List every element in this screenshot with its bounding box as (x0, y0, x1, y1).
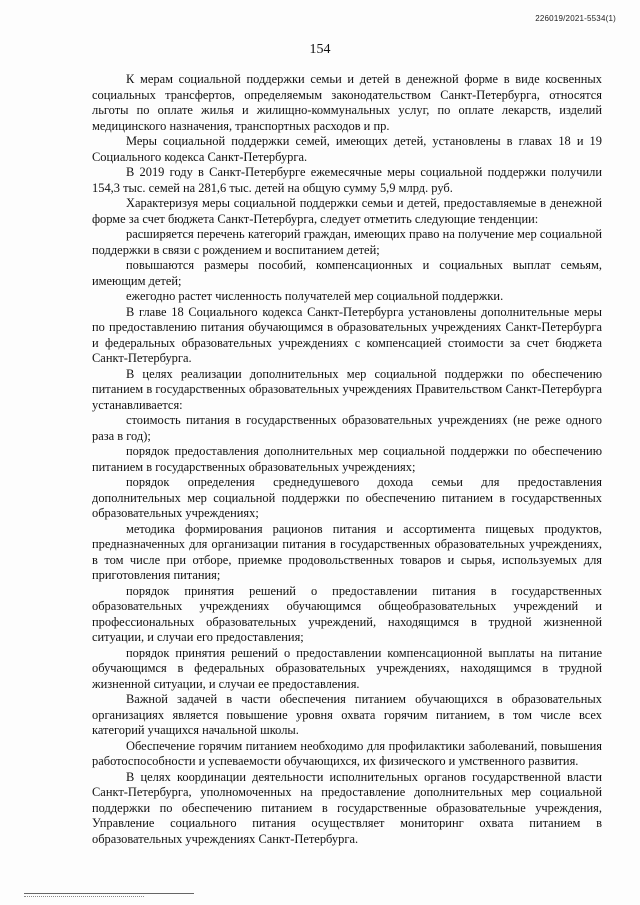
list-item: порядок принятия решений о предоставлении питания в государственных образовательных учреждениях обучающимся общеобразовательных учреждений и профессиональных образовательных учреждений, находящимся в трудной жизненной ситуации, и случаи его предоставления; (92, 583, 602, 644)
paragraph: В целях реализации дополнительных мер социальной поддержки по обеспечению питанием в государственных образовательных учреждениях Правительством Санкт-Петербурга устанавливается: (92, 366, 602, 412)
paragraph: Важной задачей в части обеспечения питанием обучающихся в образовательных организациях является повышение уровня охвата горячим питанием, в том числе всех категорий учащихся начальной школы. (92, 692, 602, 737)
list-item: расширяется перечень категорий граждан, имеющих право на получение мер социальной поддержки в связи с рождением и воспитанием детей; (92, 227, 602, 257)
paragraph: Характеризуя меры социальной поддержки семьи и детей, предоставляемые в денежной форме за счет бюджета Санкт-Петербурга, следует отметить следующие тенденции: (92, 196, 602, 226)
paragraph: В главе 18 Социального кодекса Санкт-Петербурга установлены дополнительные меры по предоставлению питания обучающимся в образовательных учреждениях Санкт-Петербурга и федеральных образовательных учреждениях с компенсацией стоимости за счет бюджета Санкт-Петербурга. (92, 304, 602, 365)
list-item: ежегодно растет численность получателей мер социальной поддержки. (126, 289, 504, 303)
paragraph: В 2019 году в Санкт-Петербурге ежемесячные меры социальной поддержки получили 154,3 тыс. семей на 281,6 тыс. детей на общую сумму 5,9 млрд. руб. (92, 165, 602, 195)
footer-divider (24, 893, 194, 894)
paragraph: К мерам социальной поддержки семьи и детей в денежной форме в виде косвенных социальных трансфертов, определяемым законодательством Санкт-Петербурга, относятся льготы по оплате жилья и жилищно-коммунальных услуг, по оплате лекарств, изделий медицинского назначения, транспортных расходов и пр. (92, 72, 602, 133)
paragraph: Обеспечение горячим питанием необходимо для профилактики заболеваний, повышения работоспособности и успеваемости обучающихся, их физического и умственного развития. (92, 738, 602, 768)
list-item: порядок определения среднедушевого дохода семьи для предоставления дополнительных мер социальной поддержки по обеспечению питанием в государственных образовательных учреждениях; (92, 475, 602, 520)
document-id: 226019/2021-5534(1) (535, 14, 616, 23)
footer-divider-dotted (24, 896, 144, 897)
paragraph: В целях координации деятельности исполнительных органов государственной власти Санкт-Петербурга, уполномоченных на предоставление дополнительных мер социальной поддержки по обеспечению питанием в государственные образовательные учреждения, Управление социального питания осуществляет мониторинг охвата питанием в образовательных учреждениях Санкт-Петербурга. (92, 769, 602, 846)
document-body (92, 72, 602, 847)
list-item: порядок предоставления дополнительных мер социальной поддержки по обеспечению питанием в государственных образовательных учреждениях; (92, 444, 602, 474)
paragraph: Меры социальной поддержки семей, имеющих детей, установлены в главах 18 и 19 Социального кодекса Санкт-Петербурга. (92, 134, 602, 164)
list-item: повышаются размеры пособий, компенсационных и социальных выплат семьям, имеющим детей; (92, 258, 602, 288)
list-item: порядок принятия решений о предоставлении компенсационной выплаты на питание обучающимся в федеральных образовательных учреждениях, находящимся в трудной жизненной ситуации, и случаи ее предоставления. (92, 645, 602, 691)
list-item: стоимость питания в государственных образовательных учреждениях (не реже одного раза в год); (92, 413, 602, 443)
page-number: 154 (309, 42, 331, 57)
list-item: методика формирования рационов питания и ассортимента пищевых продуктов, предназначенных для организации питания в государственных образовательных учреждениях, в том числе при отборе, приемке продовольственных товаров и сырья, используемых для приготовления питания; (92, 521, 602, 582)
